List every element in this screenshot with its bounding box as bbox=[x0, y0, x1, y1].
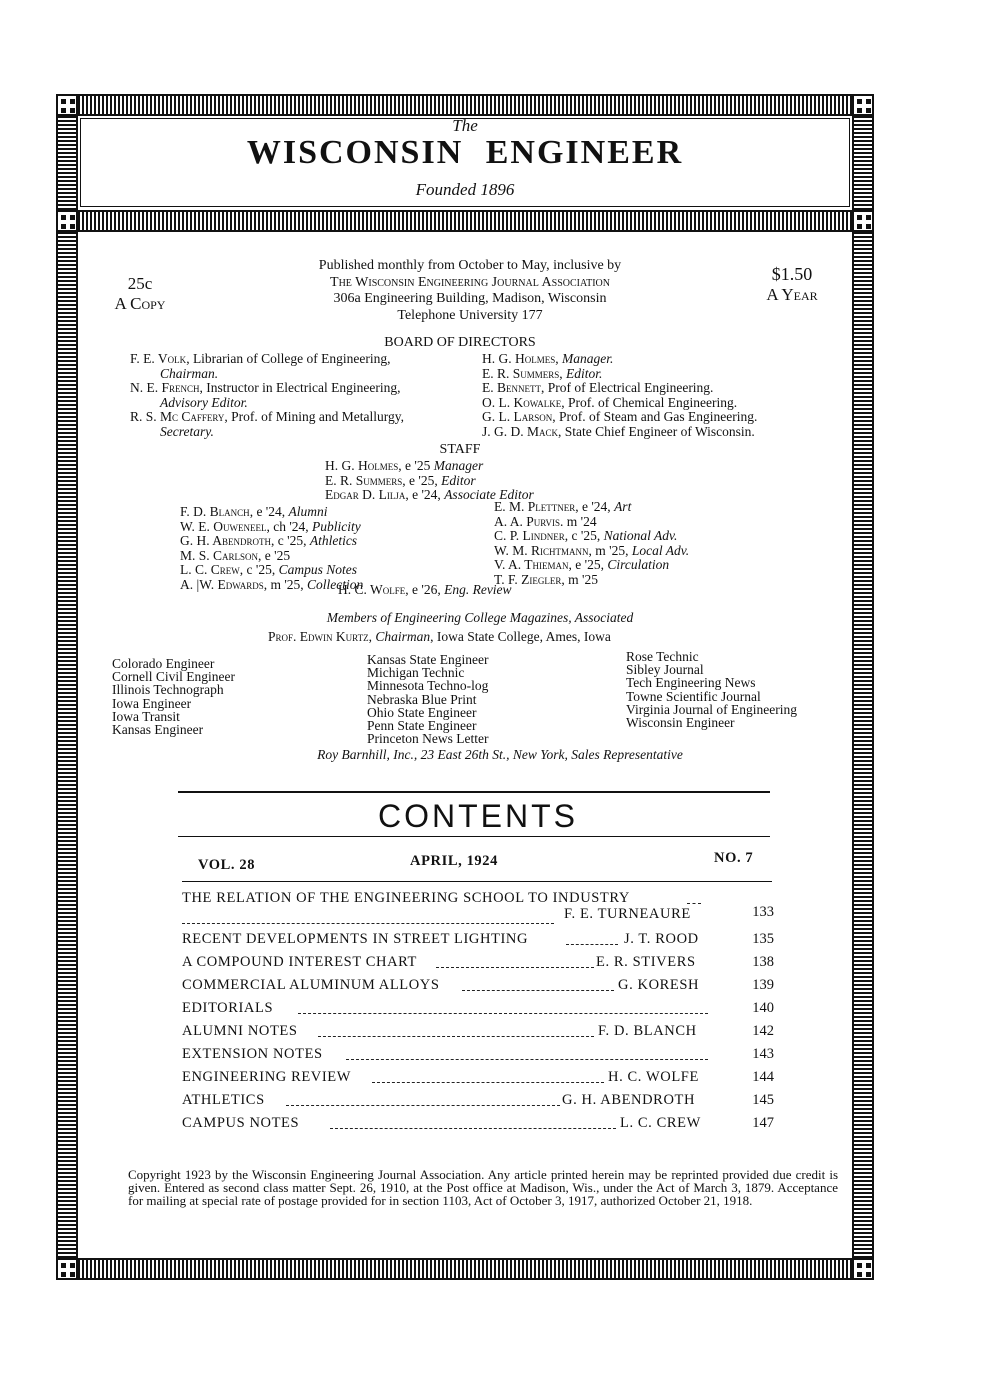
toc-entry-page: 138 bbox=[752, 954, 774, 970]
border-stripe-bottom bbox=[78, 1258, 852, 1280]
issue-date: APRIL, 1924 bbox=[410, 853, 498, 869]
staff-member: C. P. Lindner, c '25, National Adv. bbox=[494, 528, 678, 543]
toc-entry-page: 135 bbox=[752, 931, 774, 947]
toc-entry-title: ALUMNI NOTES bbox=[182, 1023, 298, 1039]
board-member-title: Secretary. bbox=[160, 423, 214, 439]
masthead-the: The bbox=[452, 116, 478, 135]
magazines-heading: Members of Engineering College Magazines, Associated bbox=[326, 610, 634, 625]
toc-leader bbox=[462, 990, 614, 991]
toc-entry-page: 139 bbox=[752, 977, 774, 993]
magazine-item: Cornell Civil Engineer bbox=[112, 669, 235, 685]
toc-entry-page: 140 bbox=[752, 1000, 774, 1016]
toc-entry bbox=[182, 1115, 774, 1135]
staff-member: T. F. Ziegler, m '25 bbox=[494, 571, 598, 587]
magazine-item: Wisconsin Engineer bbox=[626, 715, 735, 731]
toc-entry-title: A COMPOUND INTEREST CHART bbox=[182, 954, 418, 970]
toc-leader bbox=[318, 1036, 594, 1037]
contents-rule-top bbox=[178, 791, 770, 793]
staff-member: A. |W. Edwards, m '25, Collection bbox=[180, 576, 364, 592]
board-member: F. E. Volk, Librarian of College of Engineering, bbox=[130, 351, 391, 366]
magazine-item: Michigan Technic bbox=[367, 665, 465, 681]
toc-leader bbox=[436, 967, 594, 968]
toc-leader bbox=[330, 1128, 616, 1129]
price-year bbox=[752, 264, 832, 305]
toc-entry-author: H. C. WOLFE bbox=[608, 1069, 699, 1085]
toc-entry-page: 147 bbox=[752, 1115, 774, 1131]
toc-entry bbox=[182, 954, 774, 974]
border-stripe-right bbox=[852, 232, 874, 1258]
staff-member: L. C. Crew, c '25, Campus Notes bbox=[180, 562, 357, 577]
magazines-chair: Prof. Edwin Kurtz, Chairman, Iowa State College, Ames, Iowa bbox=[268, 629, 611, 644]
magazine-item: Minnesota Techno-log bbox=[367, 678, 489, 694]
board-member: G. L. Larson, Prof. of Steam and Gas Engineering. bbox=[482, 409, 758, 424]
publisher-line: 306a Engineering Building, Madison, Wisconsin bbox=[333, 291, 607, 306]
magazine-item: Iowa Transit bbox=[112, 708, 180, 724]
staff-member: G. H. Abendroth, c '25, Athletics bbox=[180, 533, 358, 548]
staff-member: V. A. Thieman, e '25, Circulation bbox=[494, 557, 670, 572]
board-member: R. S. Mc Caffery, Prof. of Mining and Metallurgy, bbox=[130, 409, 405, 424]
toc-leader bbox=[286, 1105, 560, 1106]
staff-member: E. R. Summers, e '25, Editor bbox=[325, 472, 476, 488]
magazines-col2 bbox=[367, 653, 567, 745]
toc-entry-author: J. T. ROOD bbox=[624, 931, 699, 947]
toc-entry-page: 133 bbox=[752, 904, 774, 920]
toc-entry bbox=[182, 977, 774, 997]
magazine-item: Rose Technic bbox=[626, 649, 699, 664]
masthead-founded: Founded 1896 bbox=[415, 180, 515, 199]
border-corner bbox=[56, 1258, 78, 1280]
toc-entry-title: RECENT DEVELOPMENTS IN STREET LIGHTING bbox=[182, 931, 529, 947]
toc-entry-author: G. KORESH bbox=[618, 977, 700, 993]
magazine-item: Princeton News Letter bbox=[367, 731, 489, 747]
toc-entry bbox=[182, 1023, 774, 1043]
border-corner bbox=[852, 1258, 874, 1280]
staff-heading: STAFF bbox=[439, 442, 481, 457]
staff-member: H. G. Holmes, e '25 Manager bbox=[325, 458, 484, 473]
board-member: J. G. D. Mack, State Chief Engineer of Wisconsin. bbox=[482, 423, 755, 439]
toc-entry-title: CAMPUS NOTES bbox=[182, 1115, 300, 1131]
toc-entry bbox=[182, 1092, 774, 1112]
board-member: N. E. French, Instructor in Electrical Engineering, bbox=[130, 380, 401, 395]
magazine-item: Virginia Journal of Engineering bbox=[626, 701, 798, 717]
toc-entry bbox=[182, 1000, 774, 1020]
sales-representative: Roy Barnhill, Inc., 23 East 26th St., New York, Sales Representative bbox=[317, 747, 683, 762]
price-copy-unit: A Copy bbox=[114, 294, 166, 313]
border-corner bbox=[852, 94, 874, 116]
magazine-item: Towne Scientific Journal bbox=[626, 688, 761, 704]
toc-entry-page: 145 bbox=[752, 1092, 774, 1108]
board-member-title: Advisory Editor. bbox=[160, 394, 248, 410]
staff-right bbox=[494, 500, 794, 587]
magazine-item: Iowa Engineer bbox=[112, 695, 192, 711]
toc-entry-author: F. D. BLANCH bbox=[598, 1023, 697, 1039]
magazine-item: Kansas State Engineer bbox=[367, 652, 489, 667]
masthead-inner-rule bbox=[80, 206, 850, 207]
board-right bbox=[482, 352, 832, 439]
magazine-item: Tech Engineering News bbox=[626, 675, 756, 691]
publisher-line: Telephone University 177 bbox=[397, 307, 543, 323]
toc-entry-title: ATHLETICS bbox=[182, 1092, 265, 1108]
board-heading: BOARD OF DIRECTORS bbox=[384, 335, 536, 350]
toc-entry-title: THE RELATION OF THE ENGINEERING SCHOOL TO INDUSTRY bbox=[182, 890, 630, 906]
border-corner bbox=[56, 94, 78, 116]
border-stripe-top bbox=[78, 94, 852, 116]
toc-entry bbox=[182, 890, 774, 930]
staff-member: E. M. Plettner, e '24, Art bbox=[494, 499, 632, 514]
contents-rule-mid bbox=[178, 836, 770, 837]
border-stripe-left bbox=[56, 232, 78, 1258]
toc-leader bbox=[298, 1013, 708, 1014]
toc-entry bbox=[182, 931, 774, 951]
toc-entry-title: EXTENSION NOTES bbox=[182, 1046, 323, 1062]
toc-entry-author: L. C. CREW bbox=[620, 1115, 701, 1131]
border-corner bbox=[852, 210, 874, 232]
toc-entry-title: ENGINEERING REVIEW bbox=[182, 1069, 352, 1085]
publisher-block bbox=[270, 258, 670, 324]
toc-entry-title: COMMERCIAL ALUMINUM ALLOYS bbox=[182, 977, 440, 993]
staff-top bbox=[325, 459, 655, 503]
masthead-title: WISCONSIN ENGINEER bbox=[246, 134, 684, 171]
toc-entry bbox=[182, 1069, 774, 1089]
toc-leader bbox=[372, 1082, 604, 1083]
issue-number: NO. 7 bbox=[714, 850, 754, 866]
toc-entry bbox=[182, 1046, 774, 1066]
staff-left bbox=[180, 505, 480, 592]
publisher-line: The Wisconsin Engineering Journal Association bbox=[330, 274, 610, 290]
toc-entry-author: E. R. STIVERS bbox=[596, 954, 696, 970]
price-copy bbox=[108, 274, 172, 314]
toc-entry-author: G. H. ABENDROTH bbox=[562, 1092, 696, 1108]
toc-entry-page: 143 bbox=[752, 1046, 774, 1062]
staff-member: F. D. Blanch, e '24, Alumni bbox=[180, 504, 328, 519]
magazine-item: Kansas Engineer bbox=[112, 722, 204, 738]
price-year-amount: $1.50 bbox=[771, 264, 813, 284]
border-stripe-masthead bbox=[78, 210, 852, 232]
magazine-item: Nebraska Blue Print bbox=[367, 691, 477, 707]
staff-member: Edgar D. Lilja, e '24, Associate Editor bbox=[325, 487, 534, 502]
price-year-unit: A Year bbox=[766, 285, 818, 304]
volume-number: VOL. 28 bbox=[198, 857, 256, 873]
toc-entry-author: F. E. TURNEAURE bbox=[564, 906, 691, 922]
contents-rule-bottom bbox=[182, 881, 772, 882]
staff-member: W. E. Ouweneel, ch '24, Publicity bbox=[180, 518, 361, 534]
board-member: E. Bennett, Prof of Electrical Engineering. bbox=[482, 380, 714, 395]
staff-member: M. S. Carlson, e '25 bbox=[180, 547, 291, 563]
border-corner bbox=[56, 210, 78, 232]
toc-entry-page: 142 bbox=[752, 1023, 774, 1039]
magazine-item: Sibley Journal bbox=[626, 662, 704, 678]
magazine-item: Penn State Engineer bbox=[367, 718, 477, 734]
toc-leader bbox=[687, 903, 701, 904]
copyright-notice: Copyright 1923 by the Wisconsin Engineering Journal Association. Any article printed herein may be reprinted provided due credit is given. Entered as second class matter Sept. 26, 1910, at the Post office at Madison, Wis., under the Act of March 3, 1879. Acceptance for mailing at special rate of postage provided for in section 1103, Act of October 3, 1917, authorized October 21, 1918. bbox=[128, 1167, 838, 1208]
board-member: E. R. Summers, Editor. bbox=[482, 365, 603, 381]
board-member-title: Chairman. bbox=[160, 365, 219, 381]
magazines-col3 bbox=[626, 650, 846, 729]
board-member: H. G. Holmes, Manager. bbox=[482, 351, 614, 366]
staff-member: A. A. Purvis. m '24 bbox=[494, 513, 597, 529]
toc-leader bbox=[566, 944, 618, 945]
board-member: O. L. Kowalke, Prof. of Chemical Engineering. bbox=[482, 394, 738, 410]
magazines-col1 bbox=[112, 657, 312, 736]
staff-bottom: H. C. Wolfe, e '26, Eng. Review bbox=[338, 582, 512, 597]
magazine-item: Ohio State Engineer bbox=[367, 704, 477, 720]
toc-entry-title: EDITORIALS bbox=[182, 1000, 274, 1016]
board-left bbox=[130, 352, 475, 439]
toc-leader bbox=[182, 923, 554, 924]
magazine-item: Illinois Technograph bbox=[112, 682, 224, 698]
toc-entry-page: 144 bbox=[752, 1069, 774, 1085]
publisher-line: Published monthly from October to May, inclusive by bbox=[318, 258, 622, 273]
toc-leader bbox=[346, 1059, 708, 1060]
contents-title: CONTENTS bbox=[378, 798, 578, 834]
staff-member: W. M. Richtmann, m '25, Local Adv. bbox=[494, 542, 690, 558]
magazine-item: Colorado Engineer bbox=[112, 656, 215, 671]
price-copy-amount: 25c bbox=[127, 274, 153, 293]
